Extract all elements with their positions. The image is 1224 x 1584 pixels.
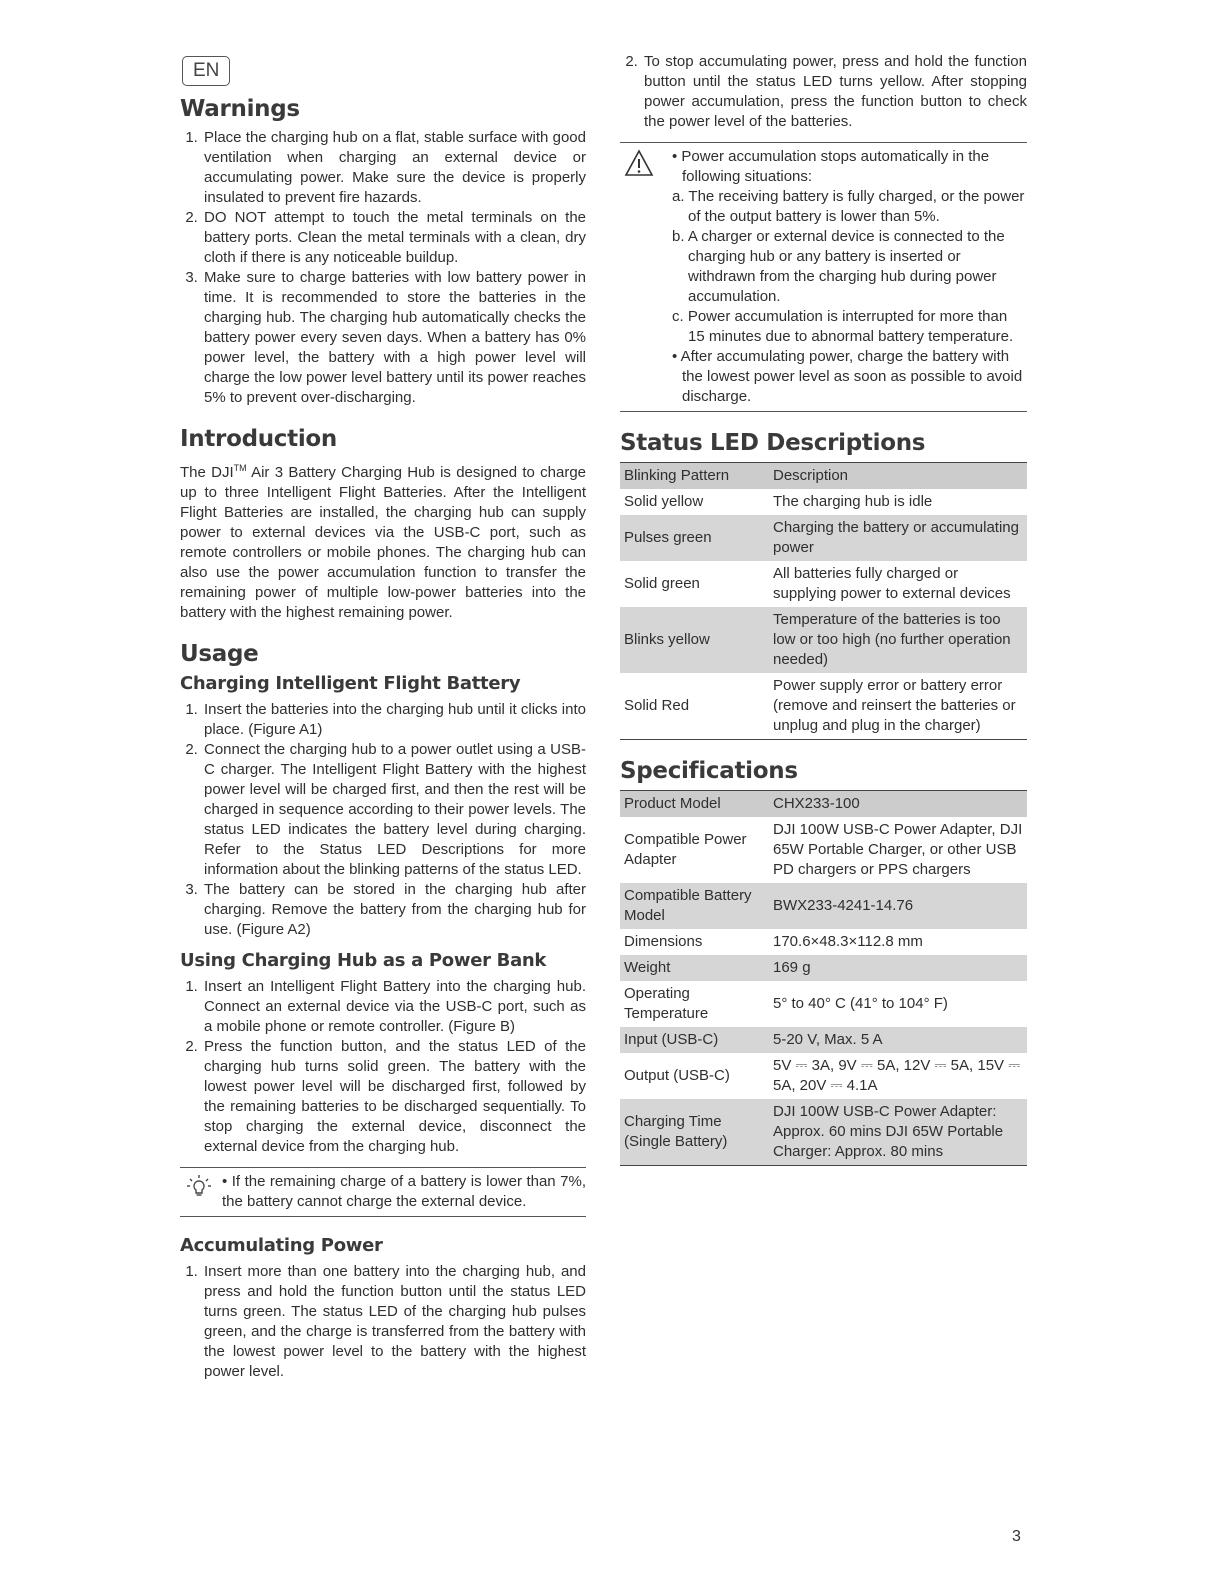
list-item: 3. The battery can be stored in the charging hub after charging. Remove the battery from the charging hub for use. (Figure A2)	[202, 880, 586, 940]
table-cell: The charging hub is idle	[773, 493, 933, 510]
specifications-table	[620, 790, 1027, 1166]
table-cell: Solid green	[624, 575, 700, 592]
table-cell: DJI 100W USB-C Power Adapter: Approx. 60 mins DJI 65W Portable Charger: Approx. 80 mins	[769, 1099, 1027, 1166]
table-cell: 5-20 V, Max. 5 A	[769, 1027, 1027, 1053]
warning-bullet: • After accumulating power, charge the battery with the lowest power level as soon as possible to avoid discharge.	[672, 347, 1027, 407]
column-header: CHX233-100	[769, 791, 1027, 818]
table-row	[620, 673, 1027, 740]
table-cell: Power supply error or battery error (remove and reinsert the batteries or unplug and plug in the charger)	[773, 677, 1016, 734]
warning-note	[620, 142, 1027, 412]
specifications-heading: Specifications	[620, 758, 798, 784]
left-column	[180, 52, 586, 1382]
table-cell: 5° to 40° C (41° to 104° F)	[773, 995, 948, 1012]
table-header-row	[620, 463, 1027, 490]
table-cell: Operating Temperature	[624, 985, 709, 1022]
table-cell: Weight	[620, 955, 769, 981]
table-row	[620, 929, 1027, 955]
table-cell: Temperature of the batteries is too low or too high (no further operation needed)	[769, 607, 1027, 673]
status-led-heading: Status LED Descriptions	[620, 430, 926, 456]
table-row	[620, 883, 1027, 929]
right-column	[620, 52, 1027, 1166]
table-cell: Solid yellow	[624, 493, 704, 510]
warnings-heading: Warnings	[180, 96, 300, 122]
table-cell: All batteries fully charged or supplying power to external devices	[773, 565, 1011, 602]
table-cell: BWX233-4241-14.76	[769, 883, 1027, 929]
table-row	[620, 561, 1027, 607]
table-row	[620, 1027, 1027, 1053]
table-cell: 5V ⎓ 3A, 9V ⎓ 5A, 12V ⎓ 5A, 15V ⎓ 5A, 20V ⎓ 4.1A	[773, 1057, 1021, 1094]
list-item: 2. DO NOT attempt to touch the metal terminals on the battery ports. Clean the metal terminals with a clean, dry cloth if there is any noticeable buildup.	[202, 208, 586, 268]
table-cell: Dimensions	[624, 933, 703, 950]
table-cell: Compatible Battery Model	[620, 883, 769, 929]
warning-bullet: • Power accumulation stops automatically in the following situations:	[672, 147, 1027, 187]
warning-sub-item: a. The receiving battery is fully charged, or the power of the output battery is lower than 5%.	[672, 188, 1025, 225]
accumulating-heading: Accumulating Power	[180, 1235, 383, 1256]
table-row	[620, 955, 1027, 981]
column-header: Blinking Pattern	[620, 463, 769, 490]
table-cell: Charging the battery or accumulating power	[769, 515, 1027, 561]
intro-text-rest: Air 3 Battery Charging Hub is designed to charge up to three Intelligent Flight Batteries. After the Intelligent Flight Batteries are installed, the charging hub can supply power to external devices via the USB-C port, such as remote controllers or mobile phones. The charging hub can also use the power accumulation function to transfer the remaining power of multiple low-power batteries into the battery with the highest remaining power.	[180, 464, 587, 621]
intro-text-start: The DJI	[180, 464, 234, 481]
warning-text	[672, 147, 1027, 407]
table-cell: Input (USB-C)	[620, 1027, 769, 1053]
table-row	[620, 817, 1027, 883]
table-row	[620, 489, 1027, 515]
charging-heading: Charging Intelligent Flight Battery	[180, 673, 521, 694]
page-number: 3	[1012, 1528, 1021, 1545]
table-row	[620, 607, 1027, 673]
table-cell: Pulses green	[620, 515, 769, 561]
accumulating-steps	[180, 1262, 586, 1382]
table-row	[620, 515, 1027, 561]
list-item: 1. Insert the batteries into the charging hub until it clicks into place. (Figure A1)	[202, 700, 586, 740]
warning-sub-item: c. Power accumulation is interrupted for more than 15 minutes due to abnormal battery temperature.	[672, 308, 1014, 345]
introduction-text	[180, 458, 586, 623]
column-header: Product Model	[620, 791, 769, 818]
warnings-list	[180, 128, 586, 408]
table-cell: Solid Red	[624, 697, 690, 714]
tip-text: • If the remaining charge of a battery is lower than 7%, the battery cannot charge the external device.	[222, 1173, 586, 1210]
tip-note	[180, 1167, 586, 1217]
table-row	[620, 1053, 1027, 1099]
table-cell: Blinks yellow	[620, 607, 769, 673]
language-badge: EN	[182, 56, 230, 86]
table-cell: 170.6×48.3×112.8 mm	[773, 933, 923, 950]
list-item: 1. Insert more than one battery into the charging hub, and press and hold the function button until the status LED turns green. The status LED of the charging hub pulses green, and the charge is transferred from the battery with the lowest power level to the battery with the highest power level.	[202, 1262, 586, 1382]
table-cell: 169 g	[769, 955, 1027, 981]
table-cell: Output (USB-C)	[624, 1067, 730, 1084]
accumulating-steps-continued	[620, 52, 1027, 132]
table-cell: Compatible Power Adapter	[624, 831, 747, 868]
lightbulb-icon	[180, 1172, 222, 1212]
column-header: Description	[769, 463, 1027, 490]
list-item: 3. Make sure to charge batteries with low battery power in time. It is recommended to store the batteries in the charging hub. The charging hub automatically checks the battery power every seven days. When a battery has 0% power level, the battery with a high power level will charge the low power level battery until its power reaches 5% to prevent over-discharging.	[202, 268, 586, 408]
table-row	[620, 1099, 1027, 1166]
list-item: 2. To stop accumulating power, press and hold the function button until the status LED turns yellow. After stopping power accumulation, press the function button to check the power level of the batteries.	[642, 52, 1027, 132]
power-bank-steps	[180, 977, 586, 1157]
trademark-mark: TM	[233, 463, 247, 473]
charging-steps	[180, 700, 586, 940]
list-item: 2. Press the function button, and the status LED of the charging hub turns solid green. The battery with the lowest power level will be discharged first, followed by the remaining batteries to be discharged sequentially. To stop charging the external device, disconnect the external device from the charging hub.	[202, 1037, 586, 1157]
list-item: 1. Insert an Intelligent Flight Battery into the charging hub. Connect an external device via the USB-C port, such as a mobile phone or remote controller. (Figure B)	[202, 977, 586, 1037]
power-bank-heading: Using Charging Hub as a Power Bank	[180, 950, 547, 971]
introduction-heading: Introduction	[180, 426, 337, 452]
warning-triangle-icon	[620, 147, 672, 407]
warning-sub-item: b. A charger or external device is connected to the charging hub or any battery is inserted or withdrawn from the charging hub during power accumulation.	[672, 228, 1005, 305]
table-header-row	[620, 791, 1027, 818]
list-item: 2. Connect the charging hub to a power outlet using a USB-C charger. The Intelligent Flight Battery with the highest power level will be charged first, and then the rest will be charged in sequence according to their power levels. The status LED indicates the battery level during charging. Refer to the Status LED Descriptions for more information about the blinking patterns of the status LED.	[202, 740, 586, 880]
table-cell: DJI 100W USB-C Power Adapter, DJI 65W Portable Charger, or other USB PD chargers or PPS chargers	[773, 821, 1023, 878]
table-row	[620, 981, 1027, 1027]
usage-heading: Usage	[180, 641, 259, 667]
list-item: 1. Place the charging hub on a flat, stable surface with good ventilation when charging an external device or accumulating power. Make sure the device is properly insulated to prevent fire hazards.	[202, 128, 586, 208]
table-cell: Charging Time (Single Battery)	[620, 1099, 769, 1166]
status-led-table	[620, 462, 1027, 740]
